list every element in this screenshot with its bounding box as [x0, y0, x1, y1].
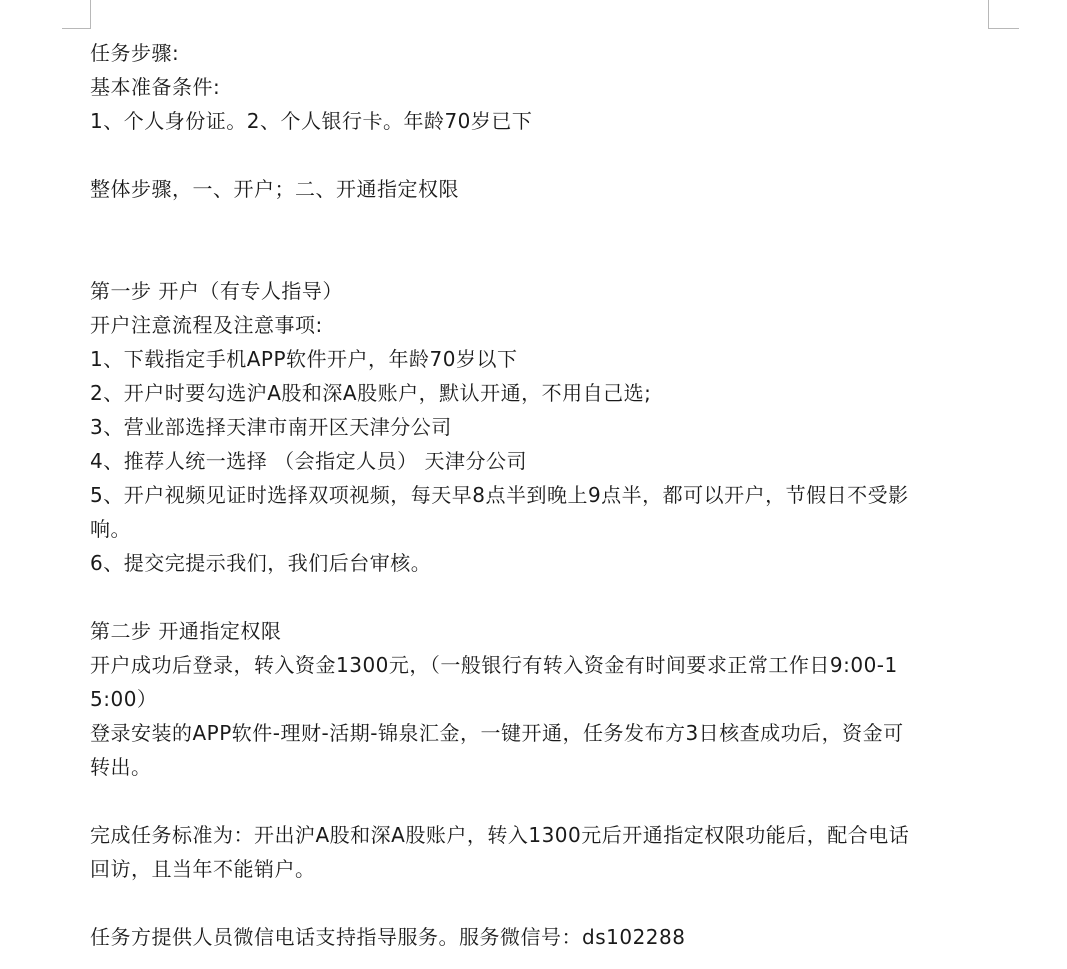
margin-corner-top-left [62, 0, 91, 29]
text-line: 登录安装的APP软件-理财-活期-锦泉汇金，一键开通，任务发布方3日核查成功后，资金可 [90, 721, 904, 745]
text-line: 回访，且当年不能销户。 [90, 857, 316, 881]
blank-line [90, 580, 995, 614]
text-line: 第二步 开通指定权限 [90, 619, 282, 643]
text-line: 4、推荐人统一选择 （会指定人员） 天津分公司 [90, 449, 527, 473]
text-line: 5、开户视频见证时选择双项视频，每天早8点半到晚上9点半，都可以开户，节假日不受影 [90, 483, 909, 507]
text-line: 基本准备条件: [90, 75, 221, 99]
text-line: 任务步骤: [90, 41, 180, 65]
text-line: 1、下载指定手机APP软件开户，年龄70岁以下 [90, 347, 518, 371]
blank-line [90, 206, 995, 240]
document-body [90, 36, 995, 954]
text-line: 响。 [90, 517, 131, 541]
text-line: 完成任务标准为：开出沪A股和深A股账户，转入1300元后开通指定权限功能后，配合电话 [90, 823, 910, 847]
blank-line [90, 886, 995, 920]
text-line: 2、开户时要勾选沪A股和深A股账户，默认开通，不用自己选; [90, 381, 652, 405]
text-line: 整体步骤，一、开户；二、开通指定权限 [90, 177, 459, 201]
blank-line [90, 138, 995, 172]
margin-corner-top-right [988, 0, 1019, 29]
text-line: 任务方提供人员微信电话支持指导服务。服务微信号：ds102288 [90, 925, 686, 949]
blank-line [90, 240, 995, 274]
blank-line [90, 784, 995, 818]
text-line: 转出。 [90, 755, 152, 779]
text-line: 6、提交完提示我们，我们后台审核。 [90, 551, 432, 575]
text-line: 开户成功后登录，转入资金1300元，（一般银行有转入资金有时间要求正常工作日9:00-1 [90, 653, 898, 677]
text-line: 5:00） [90, 687, 158, 711]
text-line: 3、营业部选择天津市南开区天津分公司 [90, 415, 452, 439]
text-line: 开户注意流程及注意事项: [90, 313, 323, 337]
text-line: 1、个人身份证。2、个人银行卡。年龄70岁已下 [90, 109, 533, 133]
text-line: 第一步 开户（有专人指导） [90, 279, 343, 303]
